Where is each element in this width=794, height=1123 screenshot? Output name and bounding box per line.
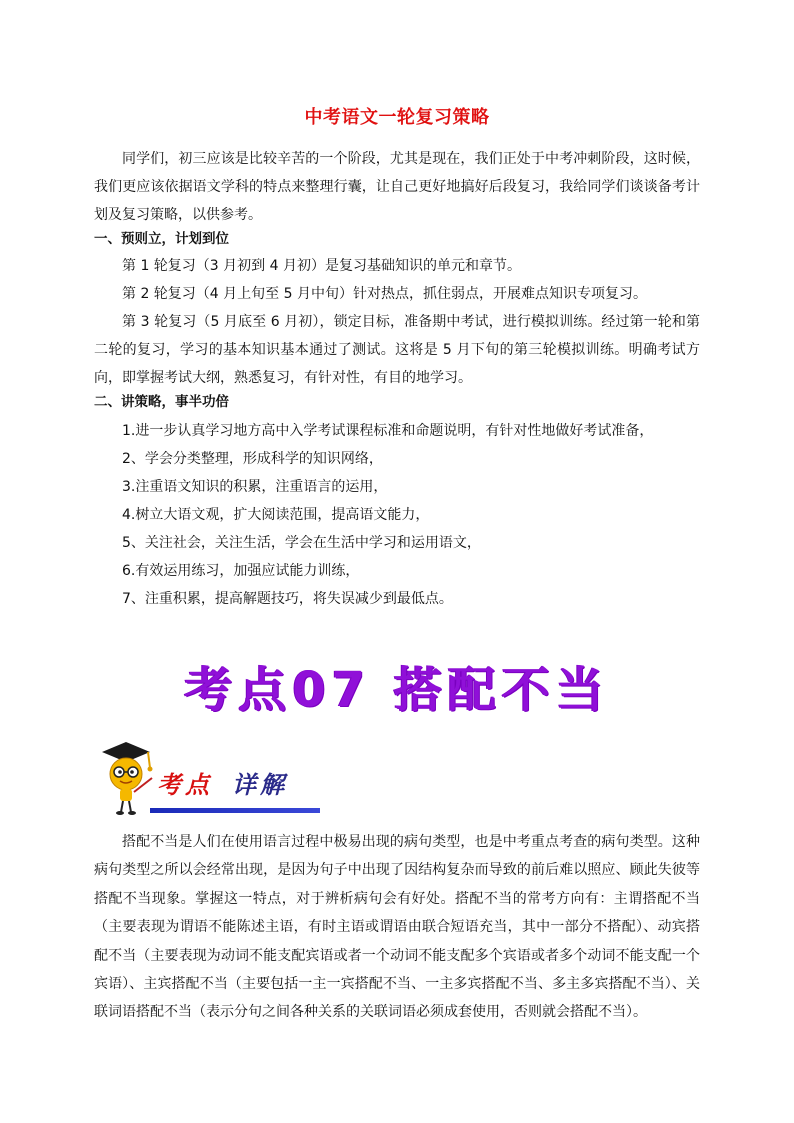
round3-paragraph: 第 3 轮复习（5 月底至 6 月初），锁定目标，准备期中考试，进行模拟训练。经过第一轮和第二轮的复习，学习的基本知识基本通过了测试。这将是 5 月下旬的第三轮模拟训练。明确考试方向，即掌握考试大纲，熟悉复习，有针对性，有目的地学习。 — [94, 314, 700, 386]
strategy-item: 1.进一步认真学习地方高中入学考试课程标准和命题说明，有针对性地做好考试准备， — [122, 423, 654, 439]
round2-line: 第 2 轮复习（4 月上旬至 5 月中旬）针对热点，抓住弱点，开展难点知识专项复习。 — [122, 286, 647, 302]
detail-paragraph: 搭配不当是人们在使用语言过程中极易出现的病句类型，也是中考重点考查的病句类型。这种病句类型之所以会经常出现，是因为句子中出现了因结构复杂而导致的前后难以照应、顾此失彼等搭配不当现象。掌握这一特点，对于辨析病句会有好处。搭配不当的常考方向有：主谓搭配不当（主要表现为谓语不能陈述主语，有时主语或谓语由联合短语充当，其中一部分不搭配）、动宾搭配不当（主要表现为动词不能支配宾语或者一个动词不能支配多个宾语或者多个动词不能支配一个宾语）、主宾搭配不当（主要包括一主一宾搭配不当、一主多宾搭配不当、多主多宾搭配不当）、关联词语搭配不当（表示分句之间各种关系的关联词语必须成套使用，否则就会搭配不当）。 — [94, 834, 700, 1021]
banner-label-xiangjie: 详解 — [232, 770, 288, 799]
round1-line: 第 1 轮复习（3 月初到 4 月初）是复习基础知识的单元和章节。 — [122, 258, 521, 274]
strategy-item: 2、学会分类整理，形成科学的知识网络， — [122, 451, 383, 467]
strategy-item: 3.注重语文知识的积累，注重语言的运用， — [122, 479, 388, 495]
topic-title: 考点07 搭配不当 — [184, 662, 610, 718]
page-title: 中考语文一轮复习策略 — [304, 107, 490, 128]
banner-underline — [150, 808, 320, 813]
strategy-item: 7、注重积累，提高解题技巧，将失误减少到最低点。 — [122, 591, 453, 607]
strategy-item: 4.树立大语文观，扩大阅读范围，提高语文能力， — [122, 507, 430, 523]
strategy-item: 5、关注社会，关注生活，学会在生活中学习和运用语文， — [122, 535, 481, 551]
section1-heading: 一、预则立，计划到位 — [94, 231, 229, 247]
banner-label-kaodian: 考点 — [157, 770, 213, 799]
section2-heading: 二、讲策略，事半功倍 — [94, 394, 229, 410]
intro-paragraph: 同学们，初三应该是比较辛苦的一个阶段，尤其是现在，我们正处于中考冲刺阶段，这时候，我们更应该依据语文学科的特点来整理行囊，让自己更好地搞好后段复习，我给同学们谈谈备考计划及复习策略，以供参考。 — [94, 151, 700, 223]
strategy-item: 6.有效运用练习，加强应试能力训练， — [122, 563, 360, 579]
